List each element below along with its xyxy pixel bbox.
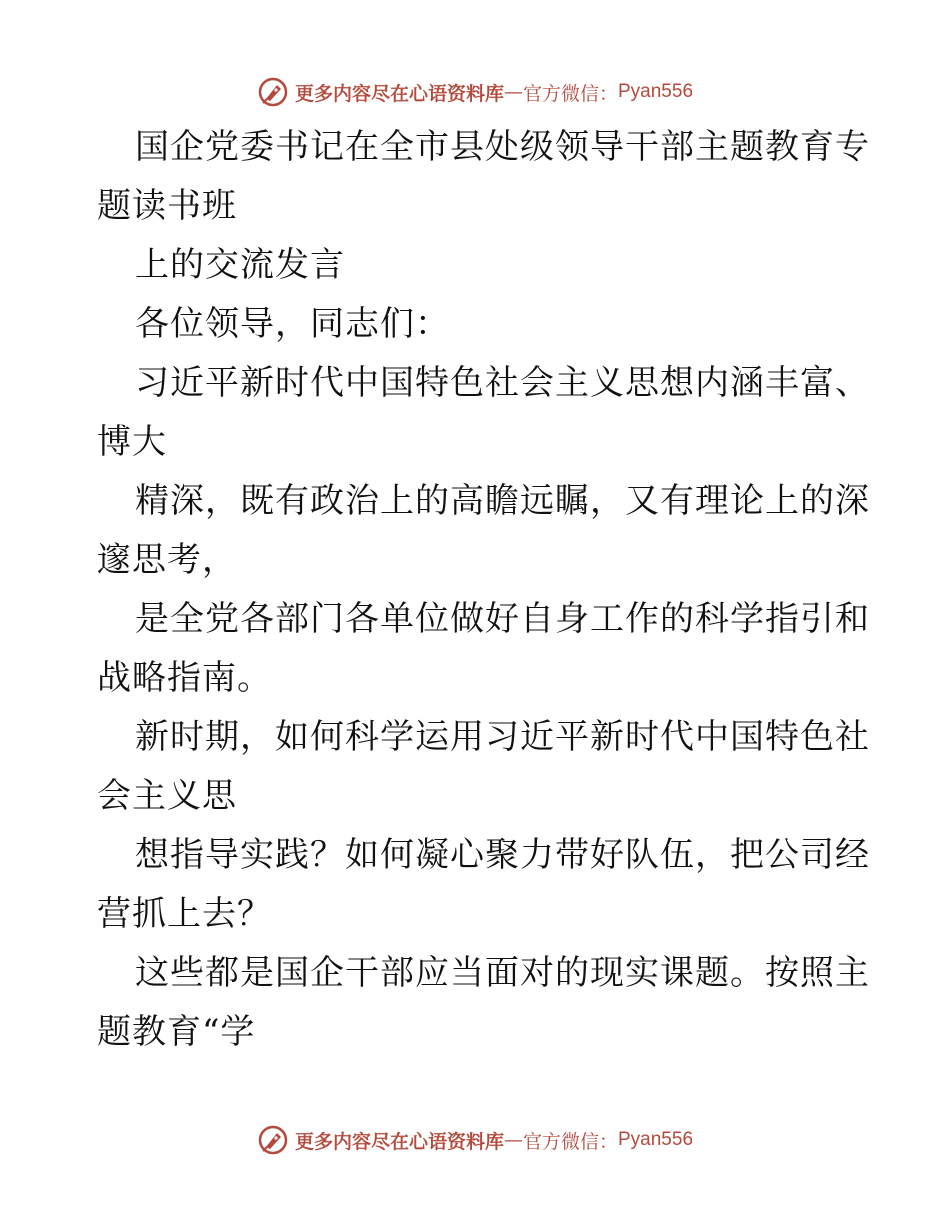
paragraph-line: 邃思考， <box>97 540 237 580</box>
salutation: 各位领导，同志们： <box>135 304 450 344</box>
title-line-1: 国企党委书记在全市县处级领导干部主题教育专 <box>135 127 870 167</box>
header-watermark-banner <box>0 72 950 112</box>
banner-wechat-label: 官方微信： <box>522 82 618 105</box>
footer-watermark-banner <box>0 1120 950 1160</box>
paragraph-line: 博大 <box>97 422 167 462</box>
paragraph-line: 想指导实践？如何凝心聚力带好队伍，把公司经 <box>135 835 870 875</box>
paragraph-line: 新时期，如何科学运用习近平新时代中国特色社 <box>135 717 870 757</box>
banner-wechat-label: 官方微信： <box>522 1130 618 1153</box>
banner-dash: — <box>503 81 523 103</box>
title-line-2: 题读书班 <box>97 186 237 226</box>
banner-wechat-handle: Pyan556 <box>618 81 694 102</box>
paragraph-line: 营抓上去？ <box>97 894 272 934</box>
paragraph-line: 题教育“学 <box>97 1012 256 1052</box>
paragraph-line: 战略指南。 <box>97 658 272 698</box>
banner-wechat-handle: Pyan556 <box>618 1129 694 1150</box>
pen-nib-logo-icon <box>257 76 289 108</box>
paragraph-line: 是全党各部门各单位做好自身工作的科学指引和 <box>135 599 870 639</box>
paragraph-line: 会主义思 <box>97 776 237 816</box>
title-line-3: 上的交流发言 <box>135 245 345 285</box>
banner-site-text: 更多内容尽在心语资料库 <box>294 1130 504 1153</box>
paragraph-line: 这些都是国企干部应当面对的现实课题。按照主 <box>135 953 870 993</box>
paragraph-line: 习近平新时代中国特色社会主义思想内涵丰富、 <box>135 363 870 403</box>
paragraph-line: 精深，既有政治上的高瞻远瞩，又有理论上的深 <box>135 481 870 521</box>
banner-site-text: 更多内容尽在心语资料库 <box>294 82 504 105</box>
banner-dash: — <box>503 1129 523 1151</box>
document-body <box>97 118 870 1062</box>
pen-nib-logo-icon <box>257 1124 289 1156</box>
